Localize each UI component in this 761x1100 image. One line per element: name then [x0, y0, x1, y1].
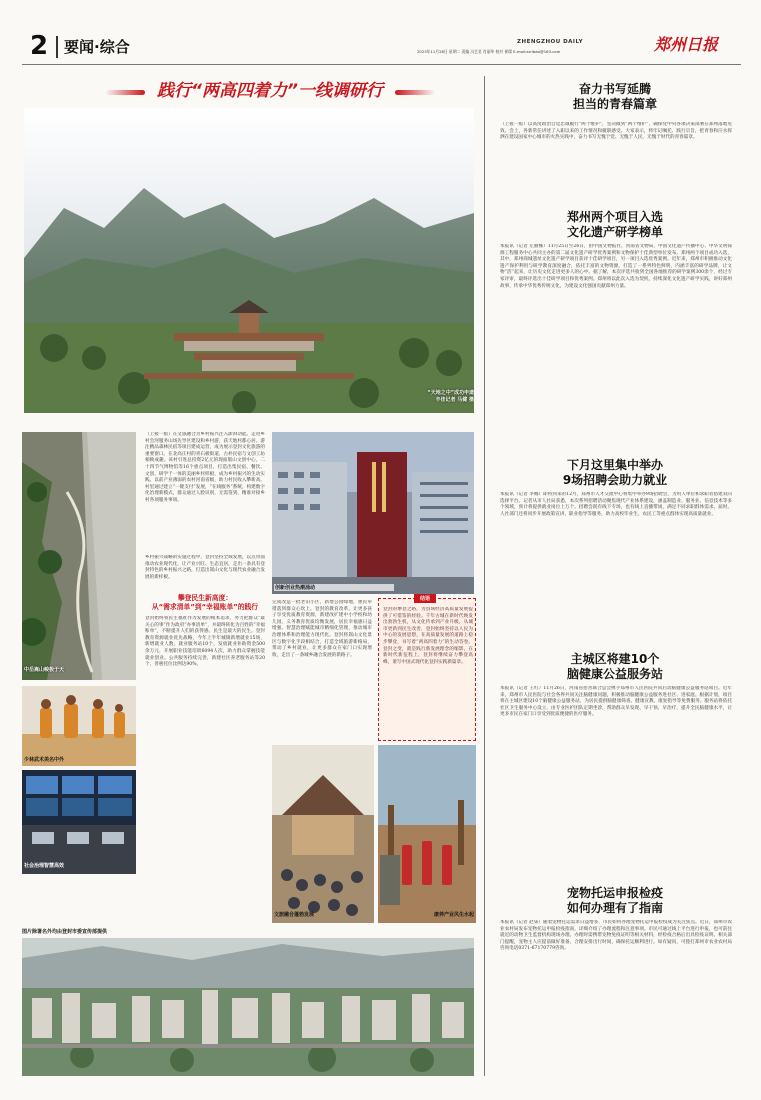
- article-1-body: （上接一版）以高度政治自觉忠诚履行“两个维护”，坚决做到“两个维护”，确保党中央各项决策部署在郑州落地见效。会上，各新常任讲述了入职以来的工作情况和履职感受。大家表示，将牢记嘱托、践行宗旨，把青春和汗水挥洒在建设国家中心城市的火热实践中，奋力书写无愧于党、无愧于人民、无愧于时代的青春篇章。: [500, 122, 732, 141]
- masthead-divider: [56, 36, 58, 58]
- article-1-title: 奋力书写延腾 担当的青春篇章: [572, 82, 657, 111]
- article-5-title: 宠物托运申报检疫 如何办理有了指南: [566, 886, 663, 915]
- photo-governance: [22, 770, 136, 874]
- photo-culture: [272, 745, 374, 923]
- photo-festival: [378, 745, 476, 923]
- lead-body-col2: 完成改造一批老旧小区，新增公园绿地，惠民举措落到群众心坎上。登封的教育改革，让更多孩子享受优质教育资源，新建改扩建中小学校和幼儿园，义务教育优质均衡发展，居民幸福感日益增强。智慧治理赋能城市精细化管理，推动城市治理体系和治理能力现代化。登封将嵩山文化景区与数字化手段相结合，打造全域旅游新格局，带动了乡村就业，让更多群众在家门口实现增收，走出了一条城乡融合发展的新路子。: [272, 600, 372, 658]
- lead-body-col1: （上接一版）在文旅融合为乡村振兴注入澎湃动能。走进乡村会河服务山场先导区建设和乡村游，获天地村都心居。游注精品森林民宿等项目建成运营，成为展示登封文化旅游的重要窗口。在北高庄村的青石板街道，古朴民宿与文创工坊相映成趣。该村引进总投资2亿元的现面版山文创中心，二十四节气博物馆等16个重点项目，打造出集民宿、餐饮、文创、研学于一体的美丽乡村样板，成为乡村振兴的生动实践。以前产业薄弱的农村河南省级，助力村民收入攀新高。村里通过建立“一键支付”发展，“在线服务”系统，构建数字化治理新模式，群众通过人脸识别，无需签到，精准对接乡村各项服务事项。: [145, 432, 265, 503]
- masthead: [22, 30, 742, 62]
- article-3-body: 本报讯（记者 李娜）即将到来的12月，郑州市人才交流中心将集中举办9场招聘会，为用人单位和求职者搭建双向选择平台。记者从市人社局获悉，本次系列招聘活动聚焦现代产业体系建设，涵盖制造业、服务业、信息技术等多个领域，预计将提供就业岗位上万个。招聘会既有线下专场，也有线上直播带岗，满足不同求职群体需求。届时，人社部门还将同步开展政策宣讲、职业指导等服务，助力高校毕业生、农民工等重点群体实现高质量就业。: [500, 492, 732, 517]
- lead-body-col1c: 登封始终将民生福祉作为发展的根本追求，努力把群众“最关心的事”作为政府“办事清单”，并最终转化为百姓的“幸福账单”，不断提升人们的获得感。民生是最大的民生。登封教育资源就业优先战略，今年上半年城镇新增就业15场，新增就业人数，就业服务站10个，发放就业补助资金500余万元，开展职业技能培训6094人次，助力群众掌握技能就业创业。公共服务持续完善，新建社区养老服务站等20个，普惠托位比例达90%，: [145, 616, 265, 668]
- lead-sub-heading: 攀登民生新高度： 从“需求清单”到“幸福账单”的践行: [151, 594, 259, 611]
- article-3-title: 下月这里集中举办 9场招聘会助力就业: [562, 458, 668, 487]
- date-line: 2023年11月28日 星期二 责编 冯艺君 肖丽华 校对 崔璨 E-mail:zzribao@163.com: [417, 49, 561, 54]
- hero-photo-caption: “天地之中”成功申遗 丰佳记者 马健 摄: [427, 390, 474, 403]
- note-label: 结语: [414, 594, 436, 603]
- paper-logo: 郑州日报: [654, 35, 719, 54]
- paper-name-en: ZHENGZHOU DAILY: [517, 39, 584, 45]
- lead-body-col1b: 乡村振兴战略的实施过程中，登封坚持全域发展，以点带面推动农业现代化，让产业兴旺、生态宜居，走出一条具有登封特色的乡村振兴之路，打造出嵩山文化与现代农业融合发展的新样板。: [145, 555, 265, 580]
- article-2-body: 本报讯（记者 左丽娜）11月25日至26日，由中国文物报社、河南省文物局、中国文化遗产传播中心、中华文明探源工程服务中心共同主办的第二届文化遗产研学优秀案例和文物保护十佳典型单位发布。郑州两个项目成功入选，其中，郑州商城遗址文化遗产研学项目获评十佳研学项目，另一项目入选优秀案例。近年来，郑州市积极推动文化遗产保护利用与研学教育深度融合，依托丰富的文物资源，打造了一系列特色鲜明、内涵丰富的研学品牌，让文物“活”起来，让历史文化走进更多人的心中。据了解，本次评选共收到全国各地推荐的研学案例300余个，经过专家评审，最终评选出十佳研学项目和优秀案例。郑州将以此次入选为契机，持续深化文化遗产研学实践，讲好郑州故事，传承中华优秀传统文化，为建设文化强国贡献郑州力量。: [500, 244, 732, 289]
- right-column-divider: [484, 76, 485, 1076]
- photo-shaolin-caption: 少林武术美名中外: [24, 757, 65, 763]
- banner-title: 践行“两高四着力”一线调研行: [157, 81, 383, 101]
- photo-city: [22, 928, 474, 1076]
- section-name: 要闻·综合: [64, 38, 130, 56]
- photo-industrial: [272, 432, 474, 594]
- article-4-body: 本报讯（记者 王红）11月26日，河南省慈善联合总会携手郑州市人民医院共同启动脑健康公益服务站项目。近年来，郑州市人民医院与社会各界共同关注脑健康问题，积极推动脑健康公益服务进社区、进家庭。根据计划，项目将在主城区建设10个脑健康公益服务站，为居民提供脑健康筛查、健康宣教、康复指导等免费服务。服务站将依托社区卫生服务中心设立，由专业医护团队定期坐诊，帮助群众早发现、早干预、早治疗，提升全民脑健康水平，让更多市民在家门口享受到优质便捷的医疗服务。: [500, 686, 732, 718]
- photo-city-caption: 图片除署名外均由登封市委宣传部提供: [22, 928, 474, 938]
- hero-photo: [24, 108, 474, 413]
- photo-industrial-caption: 创新创业热潮涌动: [274, 584, 394, 591]
- note-text: 登封的攀登之路，为县域经济高质量发展提供了可借鉴的经验。千年古城在新时代焕发出勃勃生机，从文化传承到产业升级，从城市更新到民生改善，登封始终坚持以人民为中心的发展思想，在高质量发展的道路上稳步攀登，书写着“两高四着力”的生动答卷。登封之变，就是践行新发展理念的缩影，在新时代新征程上，登封将继续奋力攀登高峰，谱写中国式现代化登封实践新篇章。: [383, 607, 473, 665]
- page-number: 2: [30, 31, 49, 61]
- photo-governance-caption: 社会治理智慧高效: [24, 863, 65, 869]
- article-5-body: 本报讯（记者 赵柒）随着宠物托运需求日益增多，市民如何办理宠物托运申报检疫成为关注焦点。近日，郑州市农业农村局发布宠物托运申报检疫指南，详细介绍了办理流程和注意事项。市民可通过线上平台进行申报，也可前往就近的动物卫生监督机构现场办理。办理时需携带宠物免疫证明等相关材料，经检疫合格后出具检疫证明。相关部门提醒，宠物主人应提前做好准备，合理安排出行时间，确保托运顺利进行。如有疑问，可拨打郑州市农业农村局咨询电话0371-67170779咨询。: [500, 920, 732, 952]
- article-2-title: 郑州两个项目入选 文化遗产研学榜单: [566, 210, 663, 239]
- article-4-title: 主城区将建10个 脑健康公益服务站: [566, 652, 663, 681]
- note-box: [378, 598, 476, 741]
- photo-left-mountain: [22, 432, 136, 680]
- photo-left-mountain-caption: 中岳嵩山峻极于天: [24, 667, 65, 673]
- banner-swoosh-right: [395, 90, 435, 95]
- photo-festival-caption: 康养产业风生水起: [433, 912, 474, 918]
- photo-culture-caption: 文旅融合蓬勃发展: [274, 912, 315, 918]
- masthead-rule: [22, 64, 741, 65]
- photo-shaolin: [22, 686, 136, 766]
- banner: [105, 78, 435, 108]
